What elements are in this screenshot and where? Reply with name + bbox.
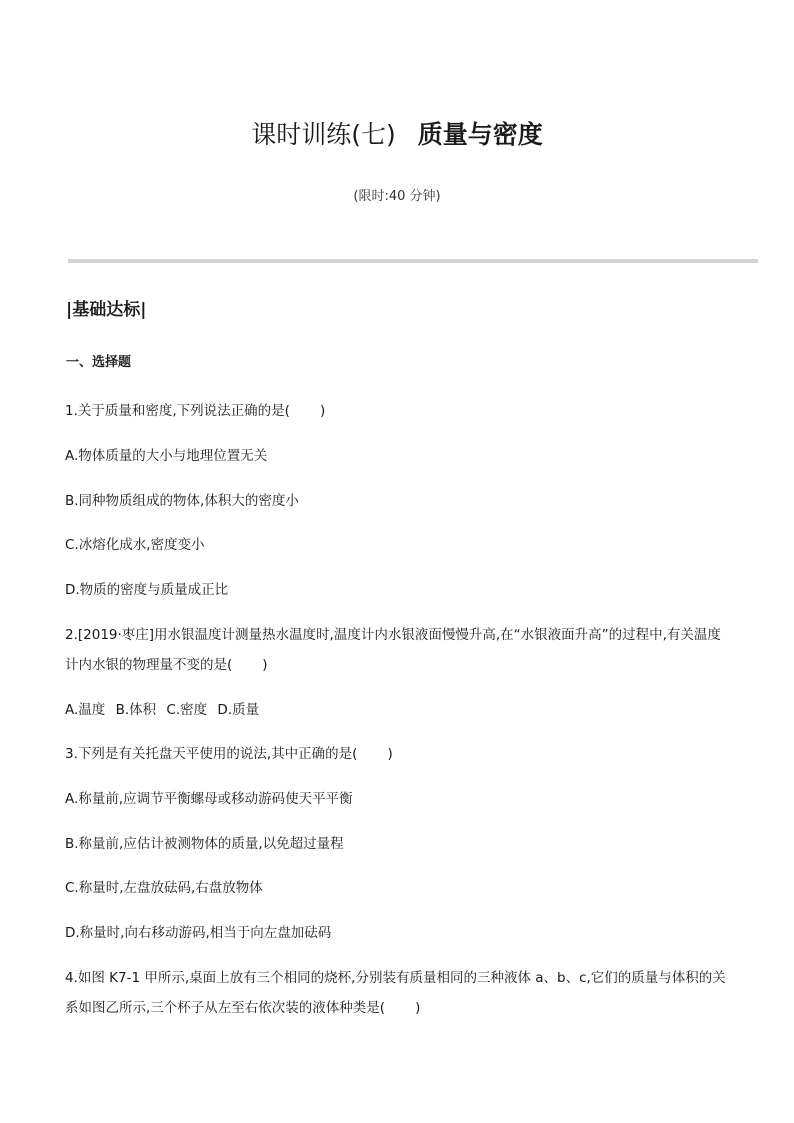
question-1-close: ) <box>319 403 326 419</box>
question-1-option-c: C.冰熔化成水,密度变小 <box>65 537 205 553</box>
question-1-option-d: D.物质的密度与质量成正比 <box>65 582 229 598</box>
question-3-stem <box>65 744 393 764</box>
question-1-option-a: A.物体质量的大小与地理位置无关 <box>65 448 268 464</box>
part-heading: 一、选择题 <box>66 355 132 370</box>
title-main: 课时训练(七) <box>251 120 396 149</box>
header-divider <box>68 259 758 263</box>
question-4-text: 系如图乙所示,三个杯子从左至右依次装的液体种类是( <box>65 1000 386 1016</box>
question-1-option-b: B.同种物质组成的物体,体积大的密度小 <box>65 493 299 509</box>
question-3-option-d: D.称量时,向右移动游码,相当于向左盘加砝码 <box>65 925 332 941</box>
question-2-stem-line2 <box>65 655 268 675</box>
question-3-option-b: B.称量前,应估计被测物体的质量,以免超过量程 <box>65 836 344 852</box>
time-limit-note: (限时:40 分钟) <box>353 189 441 204</box>
question-2-options: A.温度 B.体积 C.密度 D.质量 <box>65 702 260 718</box>
page-title <box>0 117 794 153</box>
title-topic: 质量与密度 <box>417 120 543 149</box>
question-2-close: ) <box>262 657 268 673</box>
question-3-option-c: C.称量时,左盘放砝码,右盘放物体 <box>65 880 263 896</box>
question-4-stem-line1: 4.如图 K7-1 甲所示,桌面上放有三个相同的烧杯,分别装有质量相同的三种液体 a、b、c,它们的质量与体积的关 <box>65 970 726 986</box>
question-2-text: 计内水银的物理量不变的是( <box>65 657 233 673</box>
question-1-text: 1.关于质量和密度,下列说法正确的是( <box>65 403 290 419</box>
question-3-text: 3.下列是有关托盘天平使用的说法,其中正确的是( <box>65 746 358 762</box>
question-3-option-a: A.称量前,应调节平衡螺母或移动游码使天平平衡 <box>65 791 353 807</box>
question-2-stem-line1: 2.[2019·枣庄]用水银温度计测量热水温度时,温度计内水银液面慢慢升高,在“水银液面升高”的过程中,有关温度 <box>65 627 721 643</box>
question-4-close: ) <box>415 1000 421 1016</box>
question-3-close: ) <box>387 746 393 762</box>
question-4-stem-line2 <box>65 998 420 1018</box>
section-heading: |基础达标| <box>66 300 147 320</box>
question-1-stem <box>65 401 325 421</box>
